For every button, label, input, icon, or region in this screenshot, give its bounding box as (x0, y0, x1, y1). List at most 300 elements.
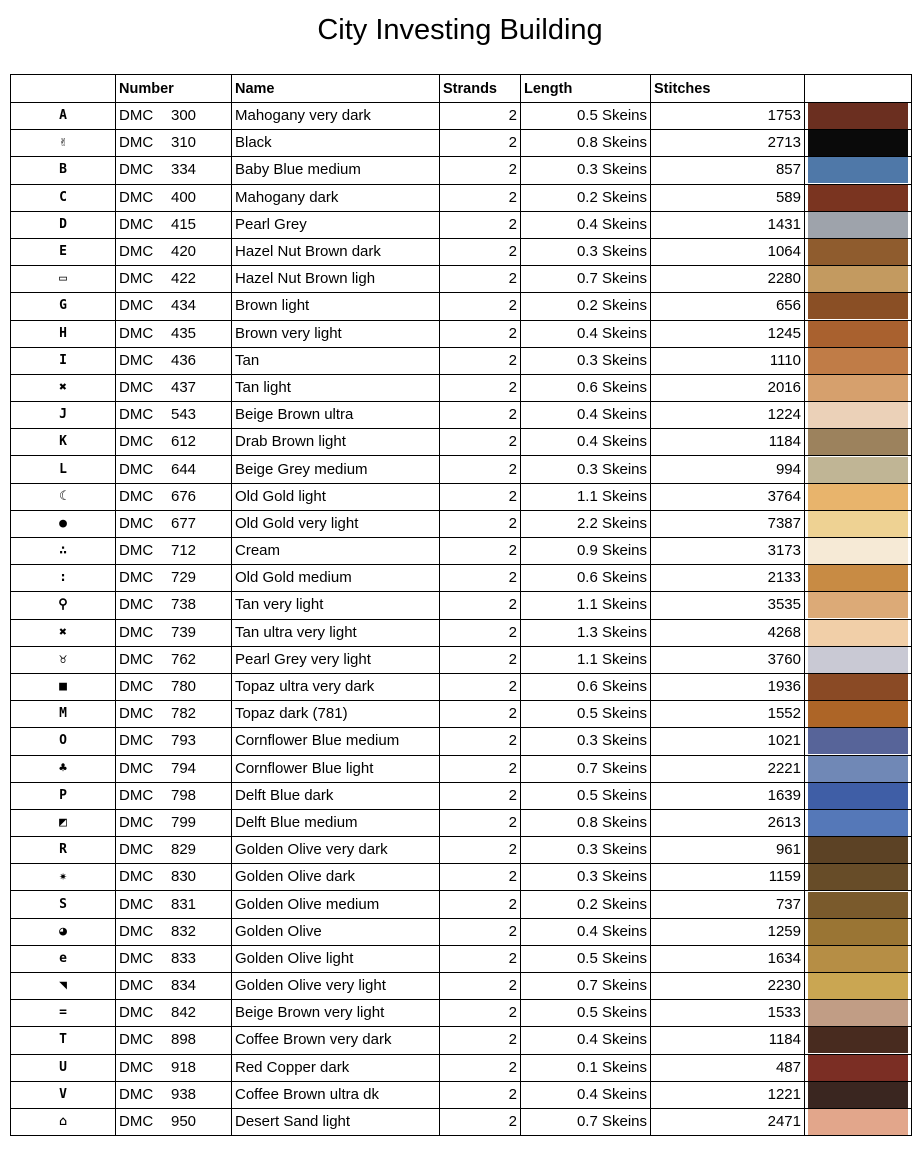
brand-label: DMC (119, 487, 154, 505)
strands-cell: 2 (440, 755, 521, 782)
number-cell (116, 1081, 232, 1108)
strands-cell: 2 (440, 538, 521, 565)
name-cell: Golden Olive very dark (232, 837, 440, 864)
number-cell (116, 157, 232, 184)
color-swatch (808, 592, 908, 618)
strands-cell: 2 (440, 320, 521, 347)
length-cell: 0.6 Skeins (521, 374, 651, 401)
name-cell: Black (232, 130, 440, 157)
symbol-cell: ◕ (11, 918, 116, 945)
symbol-cell: ✷ (11, 864, 116, 891)
name-cell: Topaz dark (781) (232, 701, 440, 728)
symbol-cell: P (11, 782, 116, 809)
code-label: 543 (171, 406, 197, 424)
brand-label: DMC (119, 841, 154, 859)
stitches-cell: 3764 (651, 483, 805, 510)
table-row (11, 646, 912, 673)
stitches-cell: 2713 (651, 130, 805, 157)
stitches-cell: 857 (651, 157, 805, 184)
color-swatch-cell (805, 565, 912, 592)
symbol-cell: e (11, 945, 116, 972)
color-swatch-cell (805, 1027, 912, 1054)
code-label: 938 (171, 1085, 197, 1103)
length-cell: 1.1 Skeins (521, 483, 651, 510)
name-cell: Delft Blue medium (232, 809, 440, 836)
number-cell (116, 1000, 232, 1027)
strands-cell: 2 (440, 1000, 521, 1027)
brand-label: DMC (119, 460, 154, 478)
table-row (11, 701, 912, 728)
code-label: 780 (171, 678, 197, 696)
number-cell (116, 728, 232, 755)
brand-label: DMC (119, 107, 154, 125)
code-label: 415 (171, 215, 197, 233)
brand-label: DMC (119, 433, 154, 451)
table-row (11, 728, 912, 755)
symbol-cell: ♉ (11, 646, 116, 673)
brand-label: DMC (119, 1058, 154, 1076)
name-cell: Coffee Brown very dark (232, 1027, 440, 1054)
color-swatch-cell (805, 103, 912, 130)
color-swatch (808, 212, 908, 238)
color-swatch-cell (805, 1054, 912, 1081)
length-cell: 0.7 Skeins (521, 973, 651, 1000)
table-row (11, 347, 912, 374)
stitches-cell: 737 (651, 891, 805, 918)
stitches-cell: 3535 (651, 592, 805, 619)
brand-label: DMC (119, 650, 154, 668)
table-row (11, 184, 912, 211)
code-label: 799 (171, 813, 197, 831)
color-swatch-cell (805, 130, 912, 157)
color-swatch-cell (805, 1000, 912, 1027)
name-cell: Beige Grey medium (232, 456, 440, 483)
color-swatch-cell (805, 538, 912, 565)
table-row (11, 1054, 912, 1081)
color-swatch (808, 728, 908, 754)
color-swatch (808, 185, 908, 211)
strands-cell: 2 (440, 157, 521, 184)
length-cell: 0.8 Skeins (521, 809, 651, 836)
brand-label: DMC (119, 732, 154, 750)
stitches-cell: 1110 (651, 347, 805, 374)
name-cell: Mahogany very dark (232, 103, 440, 130)
brand-label: DMC (119, 188, 154, 206)
strands-cell: 2 (440, 238, 521, 265)
strands-cell: 2 (440, 973, 521, 1000)
number-cell (116, 755, 232, 782)
color-swatch-cell (805, 864, 912, 891)
stitches-cell: 1753 (651, 103, 805, 130)
stitches-cell: 2016 (651, 374, 805, 401)
table-row (11, 1081, 912, 1108)
strands-cell: 2 (440, 891, 521, 918)
name-cell: Golden Olive medium (232, 891, 440, 918)
brand-label: DMC (119, 1004, 154, 1022)
name-cell: Coffee Brown ultra dk (232, 1081, 440, 1108)
color-swatch-cell (805, 1108, 912, 1135)
table-row (11, 973, 912, 1000)
color-swatch (808, 919, 908, 945)
strands-cell: 2 (440, 347, 521, 374)
number-cell (116, 347, 232, 374)
color-swatch-cell (805, 211, 912, 238)
code-label: 738 (171, 596, 197, 614)
code-label: 612 (171, 433, 197, 451)
color-swatch-cell (805, 266, 912, 293)
stitches-cell: 1431 (651, 211, 805, 238)
symbol-cell: ◩ (11, 809, 116, 836)
code-label: 677 (171, 514, 197, 532)
strands-cell: 2 (440, 483, 521, 510)
number-cell (116, 565, 232, 592)
symbol-cell: J (11, 402, 116, 429)
strands-cell: 2 (440, 565, 521, 592)
color-swatch-cell (805, 483, 912, 510)
length-cell: 0.1 Skeins (521, 1054, 651, 1081)
length-cell: 0.6 Skeins (521, 673, 651, 700)
symbol-cell: ⌂ (11, 1108, 116, 1135)
name-cell: Golden Olive very light (232, 973, 440, 1000)
stitches-cell: 1533 (651, 1000, 805, 1027)
symbol-cell: ∴ (11, 538, 116, 565)
stitches-cell: 1634 (651, 945, 805, 972)
color-swatch-cell (805, 701, 912, 728)
brand-label: DMC (119, 351, 154, 369)
symbol-cell: : (11, 565, 116, 592)
symbol-cell: L (11, 456, 116, 483)
code-label: 798 (171, 786, 197, 804)
length-cell: 0.3 Skeins (521, 837, 651, 864)
name-cell: Tan light (232, 374, 440, 401)
number-cell (116, 483, 232, 510)
stitches-cell: 2221 (651, 755, 805, 782)
strands-cell: 2 (440, 619, 521, 646)
header-number: Number (116, 75, 232, 103)
header-stitches: Stitches (651, 75, 805, 103)
code-label: 436 (171, 351, 197, 369)
stitches-cell: 1936 (651, 673, 805, 700)
table-row (11, 483, 912, 510)
table-row (11, 320, 912, 347)
color-swatch (808, 293, 908, 319)
table-row (11, 103, 912, 130)
strands-cell: 2 (440, 646, 521, 673)
table-row (11, 130, 912, 157)
code-label: 830 (171, 868, 197, 886)
brand-label: DMC (119, 406, 154, 424)
color-swatch (808, 973, 908, 999)
symbol-cell: H (11, 320, 116, 347)
number-cell (116, 592, 232, 619)
code-label: 898 (171, 1031, 197, 1049)
strands-cell: 2 (440, 945, 521, 972)
length-cell: 0.3 Skeins (521, 864, 651, 891)
brand-label: DMC (119, 324, 154, 342)
color-swatch (808, 810, 908, 836)
color-swatch (808, 130, 908, 156)
table-row (11, 538, 912, 565)
name-cell: Baby Blue medium (232, 157, 440, 184)
name-cell: Desert Sand light (232, 1108, 440, 1135)
color-swatch (808, 457, 908, 483)
color-swatch-cell (805, 646, 912, 673)
strands-cell: 2 (440, 809, 521, 836)
code-label: 794 (171, 759, 197, 777)
strands-cell: 2 (440, 918, 521, 945)
name-cell: Old Gold light (232, 483, 440, 510)
code-label: 782 (171, 705, 197, 723)
strands-cell: 2 (440, 592, 521, 619)
number-cell (116, 320, 232, 347)
color-swatch-cell (805, 918, 912, 945)
brand-label: DMC (119, 705, 154, 723)
strands-cell: 2 (440, 864, 521, 891)
color-swatch-cell (805, 429, 912, 456)
number-cell (116, 293, 232, 320)
header-name: Name (232, 75, 440, 103)
color-swatch-cell (805, 809, 912, 836)
color-swatch (808, 620, 908, 646)
name-cell: Pearl Grey very light (232, 646, 440, 673)
strands-cell: 2 (440, 266, 521, 293)
length-cell: 0.4 Skeins (521, 402, 651, 429)
color-swatch-cell (805, 238, 912, 265)
table-row (11, 837, 912, 864)
color-swatch (808, 402, 908, 428)
name-cell: Hazel Nut Brown ligh (232, 266, 440, 293)
brand-label: DMC (119, 297, 154, 315)
length-cell: 0.2 Skeins (521, 293, 651, 320)
color-swatch (808, 946, 908, 972)
code-label: 918 (171, 1058, 197, 1076)
length-cell: 0.3 Skeins (521, 157, 651, 184)
length-cell: 1.3 Skeins (521, 619, 651, 646)
color-swatch-cell (805, 510, 912, 537)
brand-label: DMC (119, 270, 154, 288)
name-cell: Golden Olive (232, 918, 440, 945)
number-cell (116, 1054, 232, 1081)
length-cell: 0.3 Skeins (521, 456, 651, 483)
code-label: 834 (171, 977, 197, 995)
length-cell: 0.5 Skeins (521, 103, 651, 130)
color-swatch (808, 375, 908, 401)
code-label: 435 (171, 324, 197, 342)
stitches-cell: 1184 (651, 1027, 805, 1054)
length-cell: 0.4 Skeins (521, 918, 651, 945)
symbol-cell: C (11, 184, 116, 211)
stitches-cell: 1159 (651, 864, 805, 891)
length-cell: 0.4 Skeins (521, 1081, 651, 1108)
brand-label: DMC (119, 1113, 154, 1131)
brand-label: DMC (119, 378, 154, 396)
symbol-cell: O (11, 728, 116, 755)
table-row (11, 402, 912, 429)
stitches-cell: 487 (651, 1054, 805, 1081)
table-row (11, 755, 912, 782)
table-row (11, 809, 912, 836)
code-label: 437 (171, 378, 197, 396)
brand-label: DMC (119, 569, 154, 587)
strands-cell: 2 (440, 184, 521, 211)
brand-label: DMC (119, 786, 154, 804)
color-swatch (808, 837, 908, 863)
name-cell: Cornflower Blue medium (232, 728, 440, 755)
number-cell (116, 510, 232, 537)
table-row (11, 293, 912, 320)
name-cell: Brown very light (232, 320, 440, 347)
number-cell (116, 1027, 232, 1054)
number-cell (116, 429, 232, 456)
stitches-cell: 1552 (651, 701, 805, 728)
brand-label: DMC (119, 596, 154, 614)
name-cell: Old Gold very light (232, 510, 440, 537)
name-cell: Drab Brown light (232, 429, 440, 456)
color-swatch (808, 103, 908, 129)
stitches-cell: 1224 (651, 402, 805, 429)
table-row (11, 510, 912, 537)
number-cell (116, 266, 232, 293)
header-length: Length (521, 75, 651, 103)
strands-cell: 2 (440, 1081, 521, 1108)
color-swatch (808, 1000, 908, 1026)
number-cell (116, 1108, 232, 1135)
symbol-cell: T (11, 1027, 116, 1054)
color-swatch (808, 1109, 908, 1135)
brand-label: DMC (119, 514, 154, 532)
color-swatch (808, 756, 908, 782)
length-cell: 0.5 Skeins (521, 945, 651, 972)
symbol-cell: S (11, 891, 116, 918)
color-swatch-cell (805, 973, 912, 1000)
strands-cell: 2 (440, 402, 521, 429)
number-cell (116, 973, 232, 1000)
number-cell (116, 402, 232, 429)
code-label: 310 (171, 134, 197, 152)
header-symbol (11, 75, 116, 103)
color-swatch (808, 1082, 908, 1108)
stitches-cell: 4268 (651, 619, 805, 646)
thread-legend-table (10, 74, 912, 1136)
symbol-cell: I (11, 347, 116, 374)
length-cell: 0.3 Skeins (521, 347, 651, 374)
name-cell: Golden Olive dark (232, 864, 440, 891)
color-swatch-cell (805, 673, 912, 700)
length-cell: 0.4 Skeins (521, 211, 651, 238)
color-swatch (808, 239, 908, 265)
number-cell (116, 646, 232, 673)
brand-label: DMC (119, 1085, 154, 1103)
table-row (11, 429, 912, 456)
code-label: 422 (171, 270, 197, 288)
length-cell: 2.2 Skeins (521, 510, 651, 537)
color-swatch (808, 266, 908, 292)
brand-label: DMC (119, 215, 154, 233)
color-swatch-cell (805, 891, 912, 918)
symbol-cell: V (11, 1081, 116, 1108)
symbol-cell: ▭ (11, 266, 116, 293)
stitches-cell: 2471 (651, 1108, 805, 1135)
header-color (805, 75, 912, 103)
code-label: 676 (171, 487, 197, 505)
brand-label: DMC (119, 678, 154, 696)
length-cell: 0.2 Skeins (521, 184, 651, 211)
number-cell (116, 701, 232, 728)
brand-label: DMC (119, 1031, 154, 1049)
code-label: 420 (171, 243, 197, 261)
code-label: 762 (171, 650, 197, 668)
color-swatch (808, 892, 908, 918)
stitches-cell: 656 (651, 293, 805, 320)
table-row (11, 592, 912, 619)
length-cell: 0.4 Skeins (521, 1027, 651, 1054)
stitches-cell: 1221 (651, 1081, 805, 1108)
name-cell: Cornflower Blue light (232, 755, 440, 782)
stitches-cell: 589 (651, 184, 805, 211)
strands-cell: 2 (440, 1108, 521, 1135)
name-cell: Beige Brown very light (232, 1000, 440, 1027)
code-label: 842 (171, 1004, 197, 1022)
number-cell (116, 619, 232, 646)
stitches-cell: 1639 (651, 782, 805, 809)
length-cell: 0.8 Skeins (521, 130, 651, 157)
symbol-cell: R (11, 837, 116, 864)
symbol-cell: D (11, 211, 116, 238)
strands-cell: 2 (440, 374, 521, 401)
color-swatch (808, 1027, 908, 1053)
brand-label: DMC (119, 868, 154, 886)
table-row (11, 1027, 912, 1054)
stitches-cell: 1064 (651, 238, 805, 265)
strands-cell: 2 (440, 673, 521, 700)
color-swatch (808, 348, 908, 374)
name-cell: Tan (232, 347, 440, 374)
brand-label: DMC (119, 161, 154, 179)
length-cell: 1.1 Skeins (521, 646, 651, 673)
number-cell (116, 837, 232, 864)
symbol-cell: E (11, 238, 116, 265)
name-cell: Hazel Nut Brown dark (232, 238, 440, 265)
table-row (11, 565, 912, 592)
color-swatch (808, 864, 908, 890)
table-row (11, 782, 912, 809)
symbol-cell: B (11, 157, 116, 184)
color-swatch-cell (805, 1081, 912, 1108)
name-cell: Topaz ultra very dark (232, 673, 440, 700)
color-swatch (808, 321, 908, 347)
name-cell: Tan ultra very light (232, 619, 440, 646)
color-swatch-cell (805, 184, 912, 211)
name-cell: Mahogany dark (232, 184, 440, 211)
strands-cell: 2 (440, 103, 521, 130)
color-swatch-cell (805, 782, 912, 809)
code-label: 712 (171, 542, 197, 560)
strands-cell: 2 (440, 728, 521, 755)
length-cell: 0.7 Skeins (521, 1108, 651, 1135)
length-cell: 0.7 Skeins (521, 755, 651, 782)
table-row (11, 945, 912, 972)
brand-label: DMC (119, 759, 154, 777)
number-cell (116, 945, 232, 972)
stitches-cell: 2613 (651, 809, 805, 836)
symbol-cell: ☾ (11, 483, 116, 510)
brand-label: DMC (119, 895, 154, 913)
symbol-cell: ◥ (11, 973, 116, 1000)
color-swatch (808, 565, 908, 591)
length-cell: 0.4 Skeins (521, 429, 651, 456)
number-cell (116, 673, 232, 700)
table-header-row (11, 75, 912, 103)
